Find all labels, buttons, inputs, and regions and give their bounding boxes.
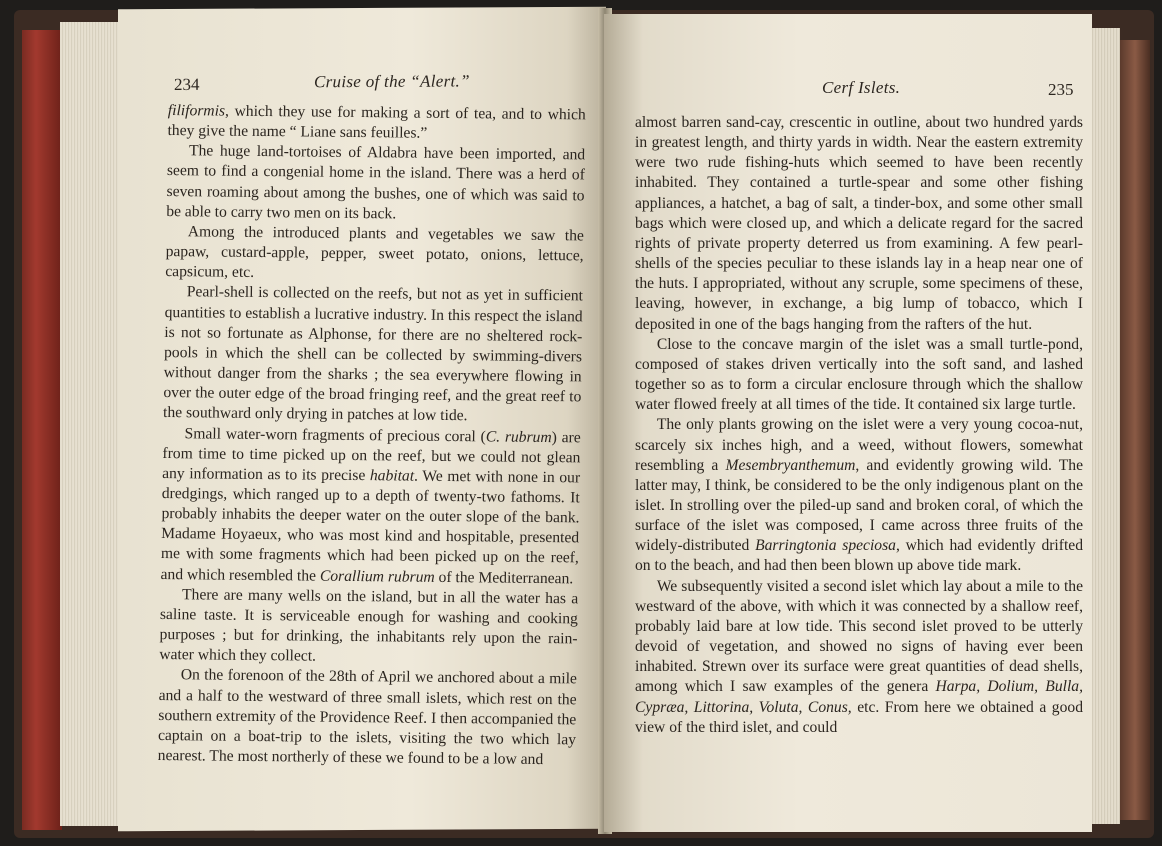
paragraph [163,282,583,427]
paragraph [166,141,585,226]
text-run: , which had evidently drifted on to the beach, and had then been blown up above tide mark. [635,537,1084,575]
italic-text: Barringtonia speciosa [755,537,896,555]
text-run: Among the introduced plants and vegetables we saw the papaw, custard-apple, pepper, sweet potato, onions, lettuce, capsicum, etc. [165,223,585,282]
book-cover-right [1120,40,1150,820]
right-page-text [635,113,1083,738]
paragraph [165,222,584,287]
text-run: , which they use for making a sort of tea, and to which they give the name “ Liane sans feuilles.” [167,102,586,142]
paragraph [160,424,580,590]
text-run: etc. From here we obtained a good view of the third islet, and could [635,698,1083,736]
paragraph [635,577,1083,738]
italic-text: habitat [369,466,415,485]
text-run: We subsequently visited a second islet which lay about a mile to the westward of the above, with which it was connected by a shallow reef, probably laid bare at low tide. This second islet proved to be utterly devoid of vegetation, and showed no signs of having ever been inhabited. Strewn over its surface were great quantities of dead shells, among which I saw examples of the genera [635,577,1083,696]
italic-text: filiformis [167,102,226,120]
text-run: Pearl-shell is collected on the reefs, but not as yet in sufficient quantities to establish a lucrative industry. In this respect the island is not so fortunate as Alphonse, for there are no sheltered rock-pools in which the shell can be collected by swimming-divers without danger from the sharks ; the sea everywhere flowing in over the outer edge of the broad fringing reef, and the great reef to the southward only drying in patches at low tide. [162,283,584,425]
paragraph [635,415,1083,576]
text-run: almost barren sand-cay, crescentic in outline, about two hundred yards in greatest length, and thirty yards in width. Near the eastern extremity were two rude fishing-huts which seemed to have been recently inhabited. They contained a turtle-spear and some other fishing appliances, a hatchet, a bag of salt, a tinder-box, and some other small bags which were closed up, and which a delicate regard for the sacred rights of private property deterred us from examining. A few pearl-shells of the species peculiar to these islands lay in a heap near one of the huts. I appropriated, without any scruple, some specimens of these, leaving, however, in exchange, a big lump of tobacco, which I deposited in one of the bags hanging from the rafters of the hut. [635,114,1083,333]
running-title-right: Cerf Islets. [822,78,901,97]
page-number-right: 235 [1048,80,1074,99]
book-cover-left [22,30,62,830]
text-run: On the forenoon of the 28th of April we anchored about a mile and a half to the westward of three small islets, which rest on the southern extremity of the Providence Reef. I then accompanied the captain on a boat-trip to the islets, visiting the two which lay nearest. The most northerly of these we found to be a low and [157,666,578,769]
italic-text: C. rubrum [485,427,552,446]
text-run: Close to the concave margin of the islet was a small turtle-pond, composed of stakes driven vertically into the soft sand, and lashed together so as to form a circular enclosure through which the shallow water flowed freely at all times of the tide. It contained six large turtle. [635,335,1083,414]
italic-text: Mesembryanthemum [725,456,856,474]
page-edges-left [60,22,120,826]
italic-text: Harpa, Dolium, Bulla, Cypræa, Littorina, Voluta, Conus, [635,678,1083,716]
text-run: ) are from time to time picked up on the reef, but we could not glean any information as to its precise [162,428,581,484]
running-head-left [314,71,470,92]
page-number-left: 234 [174,74,200,94]
left-page [118,7,606,832]
paragraph [159,585,578,670]
text-run: of the Mediterranean. [434,568,574,587]
italic-text: Corallium rubrum [319,567,435,586]
paragraph [635,335,1083,416]
text-run: . We met with none in our dredgings, which ranged up to a depth of twenty-two fathoms. It probably inhabits the deeper water on the outer slope of the bank. Madame Hoyaeux, who was most kind and hospitable, presented me with some fragments which had been picked up on the reef, and which resembled the [160,467,581,585]
text-run: Small water-worn fragments of precious coral ( [184,424,486,445]
left-page-text [158,101,586,771]
text-run: , and evidently growing wild. The latter may, I think, be considered to be the only indigenous plant on the islet. In strolling over the piled-up sand and broken coral, of which the surface of the islet was composed, I came across three fruits of the widely-distributed [635,456,1083,555]
right-page [604,14,1092,832]
paragraph [635,113,1083,335]
page-edges-right [1090,28,1120,824]
running-title-left: Cruise of the “Alert.” [314,71,470,92]
paragraph [167,101,586,146]
text-run: The only plants growing on the islet were a very young cocoa-nut, scarcely six inches high, and a weed, without flowers, somewhat resembling a [635,416,1083,474]
text-run: The huge land-tortoises of Aldabra have been imported, and seem to find a congenial home in the island. There was a herd of seven roaming about among the bushes, one of which was said to be able to carry two men on its back. [166,142,586,223]
running-head-right [822,78,900,98]
text-run: There are many wells on the island, but in all the water has a saline taste. It is serviceable enough for washing and cooking purposes ; but for drinking, the inhabitants rely upon the rain-water which they collect. [159,585,579,665]
paragraph [158,665,578,770]
